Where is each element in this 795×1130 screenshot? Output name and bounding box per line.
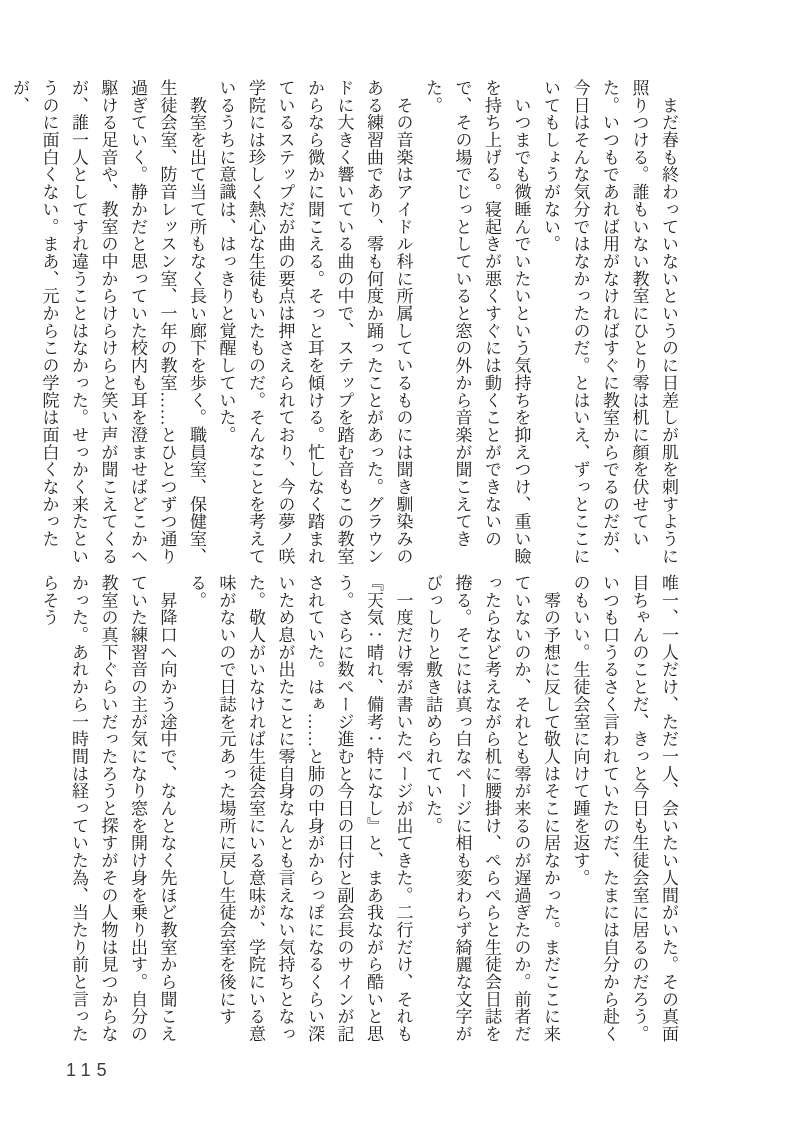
paragraph: 教室を出て当て所もなく長い廊下を歩く。職員室、保健室、生徒会室、防音レッスン室、一年の教室……とひとつずつ通り過ぎていく。静かだと思っていた校内も耳を澄ませばどこかへ駆ける足音や、教室の中からけらけらと笑い声が聞こえてくるが、誰一人としてすれ違うことはなかった。せっかく来たというのに面白くない。まあ、元からこの学院は面白くなかったが、 <box>10 79 206 565</box>
page-number: 115 <box>66 1060 113 1080</box>
paragraph: その音楽はアイドル科に所属しているものには聞き馴染みのある練習曲であり、零も何度か踊ったことがあった。グラウンドに大きく響いている曲の中で、ステップを踏む音もこの教室からなら微かに聞こえる。そっと耳を傾ける。忙しなく踏まれているステップだが曲の要点は押さえられており、今の夢ノ咲学院には珍しく熱心な生徒もいたものだ。そんなことを考えているうちに意識は、はっきりと覚醒していた。 <box>216 79 413 565</box>
paragraph: 零の予想に反して敬人はそこに居なかった。まだここに来ていないのか、それとも零が来るのが遅過ぎたのか。前者だったらなど考えながら机に腰掛け、ぺらぺらと生徒会日誌を捲る。そこには真っ白なページに相も変わらず綺麗な文字がびっしりと敷き詰められていた。 <box>423 574 560 1043</box>
paragraph: 昇降口へ向かう途中で、なんとなく先ほど教室から聞こえていた練習音の主が気になり窓を開け身を乗り出す。自分の教室の真下ぐらいだったろうと探すがその人物は見つからなかった。あれから一時間は経っていた為、当たり前と言ったらそう <box>39 574 177 1043</box>
paragraph: 一度だけ零が書いたページが出てきた。二行だけ、それも『天気：晴れ、備考：特になし』と、まあ我ながら酷いと思う。さらに数ページ進むと今日の日付と副会長のサインが記されていた。はぁ……と肺の中身がからっぽになるくらい深いため息が出たことに零自身なんとも言えない気持ちとなった。敬人がいなければ生徒会室にいる意味が、学院にいる意味がないので日誌を元あった場所に戻し生徒会室を後にする。 <box>187 574 413 1043</box>
paragraph: いつまでも微睡んでいたいという気持ちを抑えつけ、重い瞼を持ち上げる。寝起きが悪くすぐには動くことができないので、その場でじっとしていると窓の外から音楽が聞こえてきた。 <box>423 79 531 565</box>
paragraph: まだ春も終わっていないというのに日差しが肌を刺すように照りつける。誰もいない教室にひとり零は机に顔を伏せていた。いつもであれば用がなければすぐに教室からでるのだが、今日はそんな気分ではなかったのだ。とはいえ、ずっとここにいてもしょうがない。 <box>541 79 678 565</box>
paragraph-continuation: 唯一、一人だけ、ただ一人、会いたい人間がいた。その真面目ちゃんのことだ、きっと今日も生徒会室に居るのだろう。いつも口うるさく言われていたのだ、たまには自分から赴くのもいい。生徒会室に向けて踵を返す。 <box>570 574 678 1043</box>
upper-text-section <box>5 79 684 568</box>
lower-text-section <box>34 574 683 1058</box>
